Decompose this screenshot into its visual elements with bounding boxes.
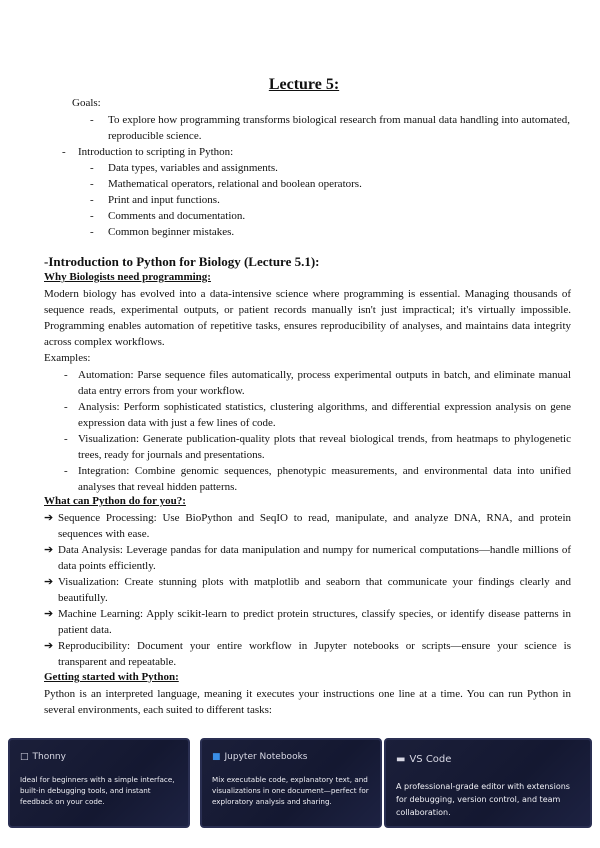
start-title: Getting started with Python: bbox=[44, 671, 179, 683]
dash-bullet: - bbox=[62, 146, 66, 158]
goal-subitem: Common beginner mistakes. bbox=[108, 226, 235, 238]
card-body: Mix executable code, explanatory text, and visualizations in one document—perfect for exploratory analysis and sharing. bbox=[212, 775, 369, 806]
example-item: Analysis: Perform sophisticated statistics, clustering algorithms, and differential expression analysis on gene expression data with just a few lines of code. bbox=[78, 401, 571, 429]
goal-item: To explore how programming transforms biological research from manual data handling into automated, reproducible science. bbox=[108, 114, 570, 142]
environment-cards bbox=[8, 738, 592, 832]
arrow-icon: ➔ bbox=[44, 576, 54, 588]
dash-bullet: - bbox=[90, 178, 94, 190]
square-icon: □ bbox=[20, 752, 29, 762]
dash-bullet: - bbox=[90, 194, 94, 206]
dash-bullet: - bbox=[64, 369, 68, 381]
dash-bullet: - bbox=[64, 433, 68, 445]
goal-subitem: Data types, variables and assignments. bbox=[108, 162, 278, 174]
why-title: Why Biologists need programming: bbox=[44, 271, 211, 283]
card-vscode bbox=[384, 738, 592, 828]
why-paragraph: Modern biology has evolved into a data-intensive science where programming is essential. Managing thousands of sequence reads, experimental outputs, or patient records manually isn't just impractical; it's virtually impossible. Programming enables automation of repetitive tasks, ensures reproducibility of analyses, and maintains data integrity across complex workflows. bbox=[44, 288, 571, 348]
example-item: Automation: Parse sequence files automatically, process experimental outputs in batch, and eliminate manual data entry errors from your workflow. bbox=[78, 369, 571, 397]
goals-label: Goals: bbox=[72, 97, 101, 109]
notebook-icon: ■ bbox=[212, 752, 221, 762]
what-item: Sequence Processing: Use BioPython and SeqIO to read, manipulate, and analyze DNA, RNA, and protein sequences with ease. bbox=[58, 512, 571, 540]
examples-label: Examples: bbox=[44, 352, 91, 364]
section-title: -Introduction to Python for Biology (Lecture 5.1): bbox=[44, 254, 320, 269]
laptop-icon: ▬ bbox=[396, 754, 406, 765]
lecture-title: Lecture 5: bbox=[268, 76, 340, 93]
card-title: VS Code bbox=[409, 754, 452, 765]
dash-bullet: - bbox=[90, 162, 94, 174]
dash-bullet: - bbox=[64, 465, 68, 477]
dash-bullet: - bbox=[90, 114, 94, 126]
goal-subitem: Print and input functions. bbox=[108, 194, 220, 206]
goal-intro: Introduction to scripting in Python: bbox=[78, 146, 234, 158]
card-title: Jupyter Notebooks bbox=[224, 752, 308, 762]
card-thonny bbox=[8, 738, 190, 828]
what-item: Visualization: Create stunning plots with matplotlib and seaborn that communicate your findings clearly and beautifully. bbox=[58, 576, 571, 604]
example-item: Visualization: Generate publication-quality plots that reveal biological trends, from heatmaps to phylogenetic trees, ready for journals and presentations. bbox=[78, 433, 571, 461]
arrow-icon: ➔ bbox=[44, 640, 54, 652]
arrow-icon: ➔ bbox=[44, 544, 54, 556]
card-title: Thonny bbox=[32, 752, 66, 762]
example-item: Integration: Combine genomic sequences, phenotypic measurements, and environmental data into unified analyses that reveal hidden patterns. bbox=[78, 465, 571, 493]
card-body: Ideal for beginners with a simple interface, built-in debugging tools, and instant feedback on your code. bbox=[20, 775, 175, 806]
arrow-icon: ➔ bbox=[44, 512, 54, 524]
goal-subitem: Mathematical operators, relational and boolean operators. bbox=[108, 178, 362, 190]
arrow-icon: ➔ bbox=[44, 608, 54, 620]
card-body: A professional-grade editor with extensions for debugging, version control, and team collaboration. bbox=[396, 782, 570, 817]
dash-bullet: - bbox=[64, 401, 68, 413]
goal-subitem: Comments and documentation. bbox=[108, 210, 246, 222]
what-item: Machine Learning: Apply scikit-learn to predict protein structures, classify species, or identify disease patterns in patient data. bbox=[58, 608, 571, 636]
card-jupyter bbox=[200, 738, 382, 828]
start-paragraph: Python is an interpreted language, meaning it executes your instructions one line at a time. You can run Python in several environments, each suited to different tasks: bbox=[44, 688, 571, 716]
what-item: Reproducibility: Document your entire workflow in Jupyter notebooks or scripts—ensure your science is transparent and repeatable. bbox=[58, 640, 571, 668]
what-item: Data Analysis: Leverage pandas for data manipulation and numpy for numerical computations—handle millions of data points efficiently. bbox=[58, 544, 571, 572]
dash-bullet: - bbox=[90, 226, 94, 238]
dash-bullet: - bbox=[90, 210, 94, 222]
what-title: What can Python do for you?: bbox=[44, 495, 186, 507]
